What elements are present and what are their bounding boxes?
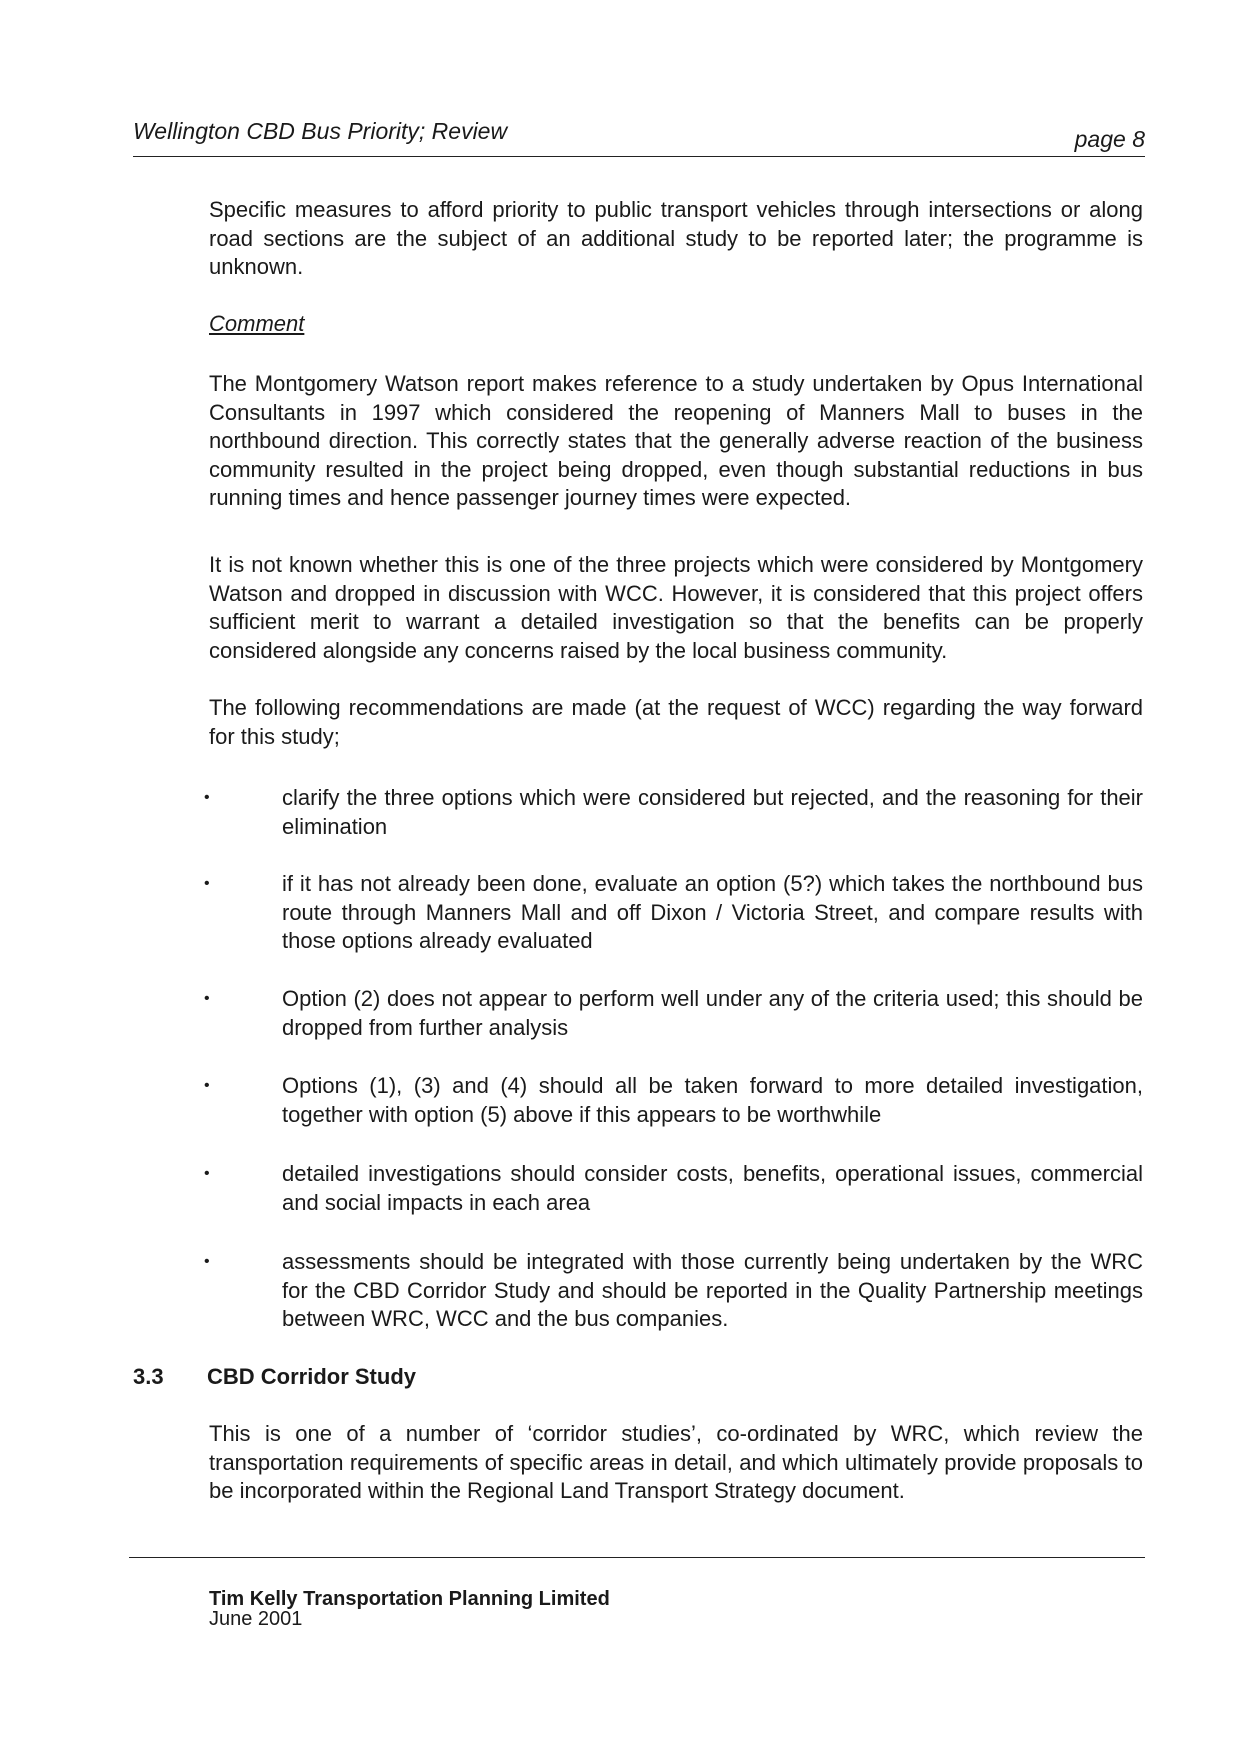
paragraph-three-projects: It is not known whether this is one of the three projects which were considered by Montgomery Watson and dropped in discussion with WCC. However, it is considered that this project offers sufficient merit to warrant a detailed investigation so that the benefits can be properly considered alongside any concerns raised by the local business community. — [209, 552, 1143, 663]
bullet-icon: • — [204, 1077, 210, 1094]
footer-company: Tim Kelly Transportation Planning Limited — [209, 1588, 610, 1610]
bullet-icon: • — [204, 789, 210, 806]
list-item-text: Options (1), (3) and (4) should all be taken forward to more detailed investigation, together with option (5) above if this appears to be worthwhile — [282, 1073, 1143, 1127]
bullet-icon: • — [204, 875, 210, 892]
document-title: Wellington CBD Bus Priority; Review — [133, 118, 508, 144]
list-item-text: assessments should be integrated with those currently being undertaken by the WRC for the CBD Corridor Study and should be reported in the Quality Partnership meetings between WRC, WCC and the bus companies. — [282, 1249, 1143, 1331]
paragraph-recommendations-intro: The following recommendations are made (at the request of WCC) regarding the way forward for this study; — [209, 695, 1143, 749]
bullet-icon: • — [204, 1253, 210, 1270]
list-item-text: detailed investigations should consider costs, benefits, operational issues, commercial and social impacts in each area — [282, 1161, 1143, 1215]
footer-divider — [129, 1557, 1145, 1558]
footer-date: June 2001 — [209, 1608, 303, 1630]
paragraph-corridor-study: This is one of a number of ‘corridor studies’, co-ordinated by WRC, which review the transportation requirements of specific areas in detail, and which ultimately provide proposals to be incorporated within the Regional Land Transport Strategy document. — [209, 1421, 1143, 1503]
page-header — [133, 116, 1145, 157]
section-title: CBD Corridor Study — [207, 1364, 416, 1389]
list-item-text: clarify the three options which were considered but rejected, and the reasoning for their elimination — [282, 785, 1143, 839]
section-number: 3.3 — [133, 1364, 164, 1389]
page-number: page 8 — [1074, 126, 1145, 152]
intro-paragraph: Specific measures to afford priority to public transport vehicles through intersections or along road sections are the subject of an additional study to be reported later; the programme is unknown. — [209, 197, 1143, 279]
paragraph-montgomery-watson: The Montgomery Watson report makes reference to a study undertaken by Opus International Consultants in 1997 which considered the reopening of Manners Mall to buses in the northbound direction. This correctly states that the generally adverse reaction of the business community resulted in the project being dropped, even though substantial reductions in bus running times and hence passenger journey times were expected. — [209, 371, 1143, 510]
list-item-text: if it has not already been done, evaluate an option (5?) which takes the northbound bus route through Manners Mall and off Dixon / Victoria Street, and compare results with those options already evaluated — [282, 871, 1143, 953]
bullet-icon: • — [204, 990, 210, 1007]
bullet-icon: • — [204, 1165, 210, 1182]
comment-heading: Comment — [209, 311, 305, 336]
list-item-text: Option (2) does not appear to perform well under any of the criteria used; this should be dropped from further analysis — [282, 986, 1143, 1040]
